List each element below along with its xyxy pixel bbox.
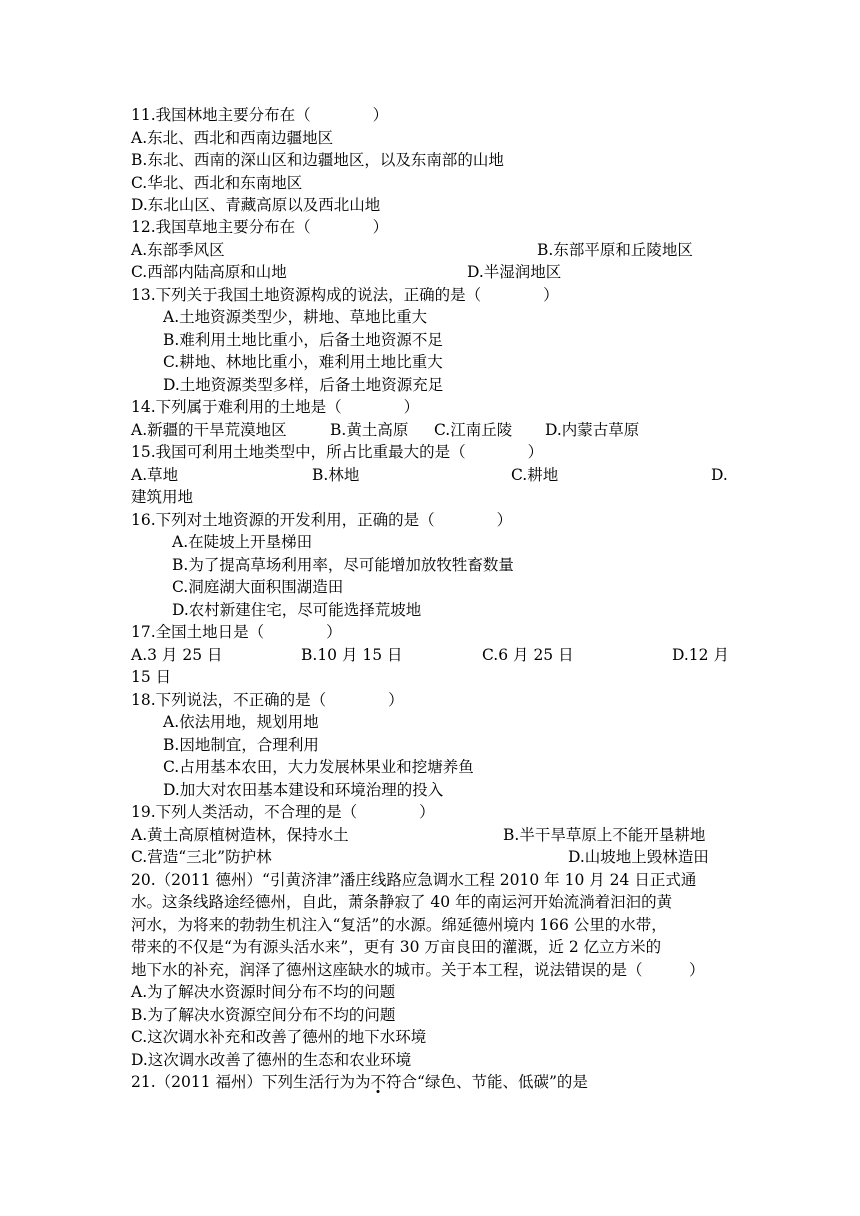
question-12-option-c: C.西部内陆高原和山地 [131,263,287,281]
question-18-option-a: A.依法用地，规划用地 [163,713,319,731]
question-17-option-b: B.10 月 15 日 [301,646,403,664]
question-19-options-row-2 [131,846,731,868]
question-18-stem: 18.下列说法，不正确的是（ ） [131,691,404,709]
question-14-option-d: D.内蒙古草原 [545,421,640,439]
question-15-option-b: B.林地 [312,466,360,484]
question-15-options-row [131,464,731,486]
question-16-stem: 16.下列对土地资源的开发利用，正确的是（ ） [131,511,513,529]
question-13-option-d: D.土地资源类型多样，后备土地资源充足 [163,376,444,394]
question-19-option-b: B.半干旱草原上不能开垦耕地 [503,826,706,844]
question-19-stem: 19.下列人类活动，不合理的是（ ） [131,803,435,821]
question-20-stem-line-1: 20.（2011 德州）“引黄济津”潘庄线路应急调水工程 2010 年 10 月 24 日正式通 [131,871,697,889]
question-16-option-a: A.在陡坡上开垦梯田 [172,533,313,551]
question-20-stem-line-3: 河水，为将来的勃勃生机注入“复活”的水源。绵延德州境内 166 公里的水带， [131,916,667,934]
question-14-option-a: A.新疆的干旱荒漠地区 [131,421,287,439]
question-14-option-b: B.黄土高原 [330,421,409,439]
question-19-options-row-1 [131,824,731,846]
question-14-option-c: C.江南丘陵 [434,421,513,439]
question-20-stem-line-4: 带来的不仅是“为有源头活水来”，更有 30 万亩良田的灌溉，近 2 亿立方米的 [131,938,662,956]
question-21-emphasis: 不 [370,1073,387,1091]
question-17-options-row [131,644,731,666]
question-11-option-b: B.东北、西南的深山区和边疆地区，以及东南部的山地 [131,151,504,169]
question-17-option-c: C.6 月 25 日 [482,646,574,664]
question-19-option-a: A.黄土高原植树造林，保持水土 [131,826,349,844]
question-15-stem: 15.我国可利用土地类型中，所占比重最大的是（ ） [131,443,544,461]
question-19-option-c: C.营造“三北”防护林 [131,848,272,866]
question-11-option-a: A.东北、西北和西南边疆地区 [131,129,334,147]
question-21-stem-pre: 21.（2011 福州）下列生活行为为 [131,1073,371,1091]
question-13-option-c: C.耕地、林地比重小，难利用土地比重大 [163,353,443,371]
question-14-stem: 14.下列属于难利用的土地是（ ） [131,398,420,416]
question-15-option-c: C.耕地 [511,466,559,484]
question-16-option-c: C.洞庭湖大面积围湖造田 [172,578,344,596]
question-11-option-c: C.华北、西北和东南地区 [131,174,303,192]
question-20-option-a: A.为了解决水资源时间分布不均的问题 [131,983,396,1001]
question-17-option-a: A.3 月 25 日 [131,646,223,664]
question-21-stem-post: 符合“绿色、节能、低碳”的是 [386,1073,588,1091]
question-20-option-c: C.这次调水补充和改善了德州的地下水环境 [131,1028,427,1046]
question-20-option-d: D.这次调水改善了德州的生态和农业环境 [131,1051,412,1069]
question-16-option-b: B.为了提高草场利用率，尽可能增加放牧牲畜数量 [172,556,514,574]
question-13-stem: 13.下列关于我国土地资源构成的说法，正确的是（ ） [131,286,559,304]
question-19-option-d: D.山坡地上毁林造田 [568,848,709,866]
question-11-stem: 11.我国林地主要分布在（ ） [131,106,389,124]
question-16-option-d: D.农村新建住宅，尽可能选择荒坡地 [172,601,422,619]
question-20-option-b: B.为了解决水资源空间分布不均的问题 [131,1006,396,1024]
question-12-options-row-1 [131,239,731,261]
question-21-stem [131,1071,588,1093]
question-18-option-c: C.占用基本农田，大力发展林果业和挖塘养鱼 [163,758,474,776]
question-17-option-d: D.12 月 [672,646,729,664]
question-14-options-row [131,419,731,441]
question-15-option-d-continued: 建筑用地 [131,488,194,506]
question-17-stem: 17.全国土地日是（ ） [131,623,342,641]
question-12-option-a: A.东部季风区 [131,241,225,259]
question-13-option-a: A.土地资源类型少，耕地、草地比重大 [163,308,428,326]
question-20-stem-line-5: 地下水的补充，润泽了德州这座缺水的城市。关于本工程，说法错误的是（ ） [131,961,705,979]
question-12-options-row-2 [131,261,731,283]
question-17-option-d-continued: 15 日 [131,668,172,686]
question-12-stem: 12.我国草地主要分布在（ ） [131,218,389,236]
question-18-option-b: B.因地制宜，合理利用 [163,736,319,754]
question-11-option-d: D.东北山区、青藏高原以及西北山地 [131,196,381,214]
question-12-option-b: B.东部平原和丘陵地区 [537,241,693,259]
question-13-option-b: B.难利用土地比重小，后备土地资源不足 [163,331,443,349]
question-18-option-d: D.加大对农田基本建设和环境治理的投入 [163,781,444,799]
question-15-option-d: D. [711,466,728,484]
question-15-option-a: A.草地 [131,466,179,484]
question-12-option-d: D.半湿润地区 [467,263,562,281]
question-20-stem-line-2: 水。这条线路途经德州，自此，萧条静寂了 40 年的南运河开始流淌着汩汩的黄 [131,893,673,911]
